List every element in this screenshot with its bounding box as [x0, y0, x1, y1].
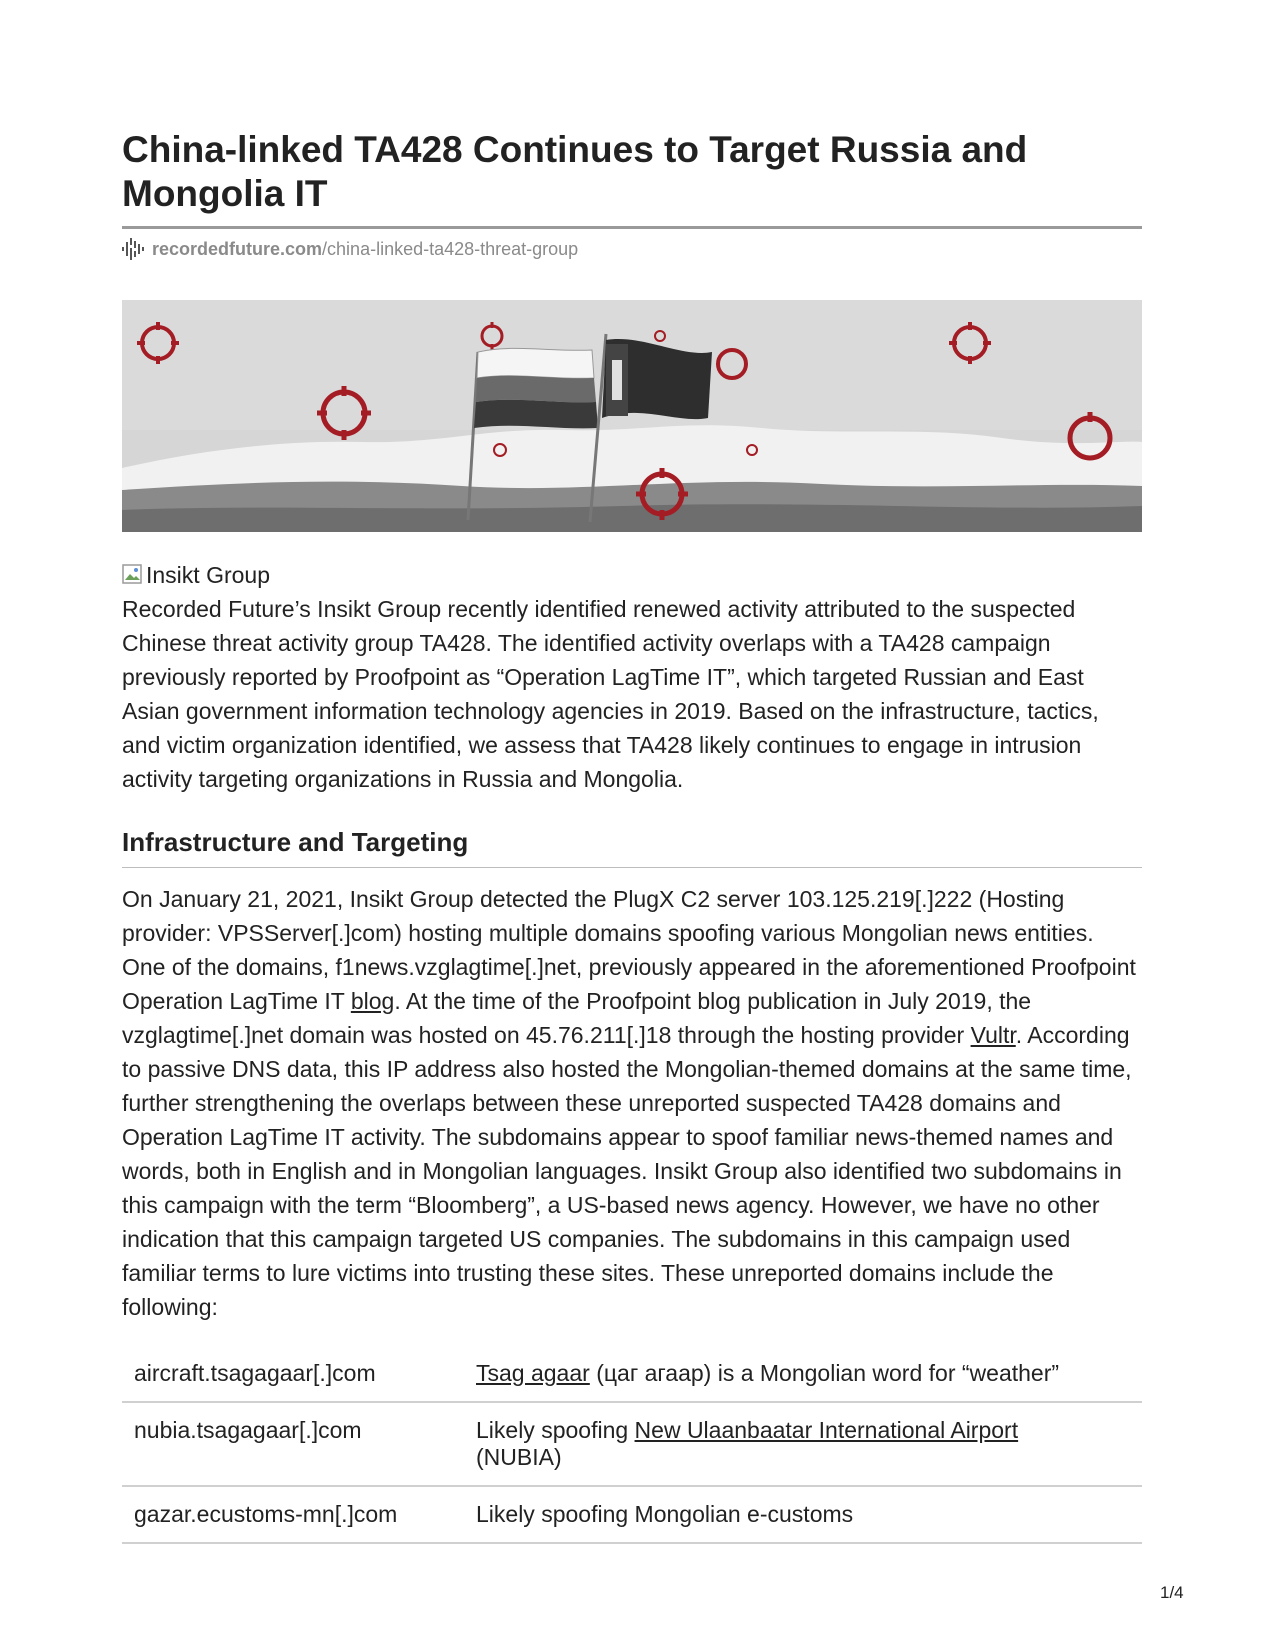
description-cell	[464, 1346, 1142, 1402]
section-text-part: . According to passive DNS data, this IP address also hosted the Mongolian-themed domains at the same time, further strengthening the overlaps between these unreported suspected TA428 domains and Operation LagTime IT activity. The subdomains appear to spoof familiar news-themed names and words, both in English and in Mongolian languages. Insikt Group also identified two subdomains in this campaign with the term “Bloomberg”, a US-based news agency. However, we have no other indication that this campaign targeted US companies. The subdomains in this campaign used familiar terms to lure victims into trusting these sites. These unreported domains include the following:	[122, 1022, 1132, 1320]
tsag-agaar-link[interactable]: Tsag agaar	[476, 1360, 590, 1386]
image-alt-text: Insikt Group	[146, 562, 270, 588]
domain-cell: gazar.ecustoms-mn[.]com	[122, 1486, 464, 1543]
vultr-link[interactable]: Vultr	[970, 1022, 1016, 1048]
domain-cell: nubia.tsagagaar[.]com	[122, 1402, 464, 1486]
description-text: (цаг агаар) is a Mongolian word for “weather”	[589, 1360, 1060, 1386]
section-divider	[122, 867, 1142, 868]
intro-paragraph: Recorded Future’s Insikt Group recently identified renewed activity attributed to the suspected Chinese threat activity group TA428. The identified activity overlaps with a TA428 campaign previously reported by Proofpoint as “Operation LagTime IT”, which targeted Russian and East Asian government information technology agencies in 2019. Based on the infrastructure, tactics, and victim organization identified, we assess that TA428 likely continues to engage in intrusion activity targeting organizations in Russia and Mongolia.	[122, 596, 1099, 792]
source-domain: recordedfuture.com	[152, 238, 323, 259]
airport-link[interactable]: New Ulaanbaatar International Airport	[634, 1417, 1019, 1443]
section-heading: Infrastructure and Targeting	[122, 827, 469, 857]
section-text-part: On January 21, 2021, Insikt Group detected the PlugX C2 server 103.125.219[.]222 (Hosting provider: VPSServer[.]com) hosting multiple domains spoofing various Mongolian news entities. One of the domains, f1news.vzglagtime[.]net, previously appeared in the aforementioned Proofpoint Operation LagTime IT	[122, 886, 1136, 1014]
section-paragraph	[122, 882, 1142, 1324]
source-link[interactable]	[122, 238, 578, 260]
blog-link[interactable]: blog	[350, 988, 395, 1014]
description-text: (NUBIA)	[476, 1444, 562, 1470]
table-row	[122, 1402, 1142, 1486]
description-text: Likely spoofing	[476, 1417, 635, 1443]
domains-table	[122, 1346, 1142, 1544]
page-title: China-linked TA428 Continues to Target Russia and Mongolia IT	[122, 129, 1028, 214]
title-divider	[122, 226, 1142, 229]
hero-image	[122, 300, 1142, 532]
table-row	[122, 1346, 1142, 1402]
page-number: 1/4	[1160, 1583, 1184, 1602]
recorded-future-logo-icon	[122, 238, 146, 260]
section-text-part: . At the time of the Proofpoint blog publication in July 2019, the vzglagtime[.]net domain was hosted on 45.76.211[.]18 through the hosting provider	[122, 988, 1032, 1048]
image-placeholder	[122, 560, 270, 590]
description-cell	[464, 1402, 1142, 1486]
source-path: /china-linked-ta428-threat-group	[322, 238, 579, 259]
description-cell: Likely spoofing Mongolian e-customs	[464, 1486, 1142, 1543]
domain-cell: aircraft.tsagagaar[.]com	[122, 1346, 464, 1402]
broken-image-icon	[122, 564, 144, 586]
table-row	[122, 1486, 1142, 1543]
